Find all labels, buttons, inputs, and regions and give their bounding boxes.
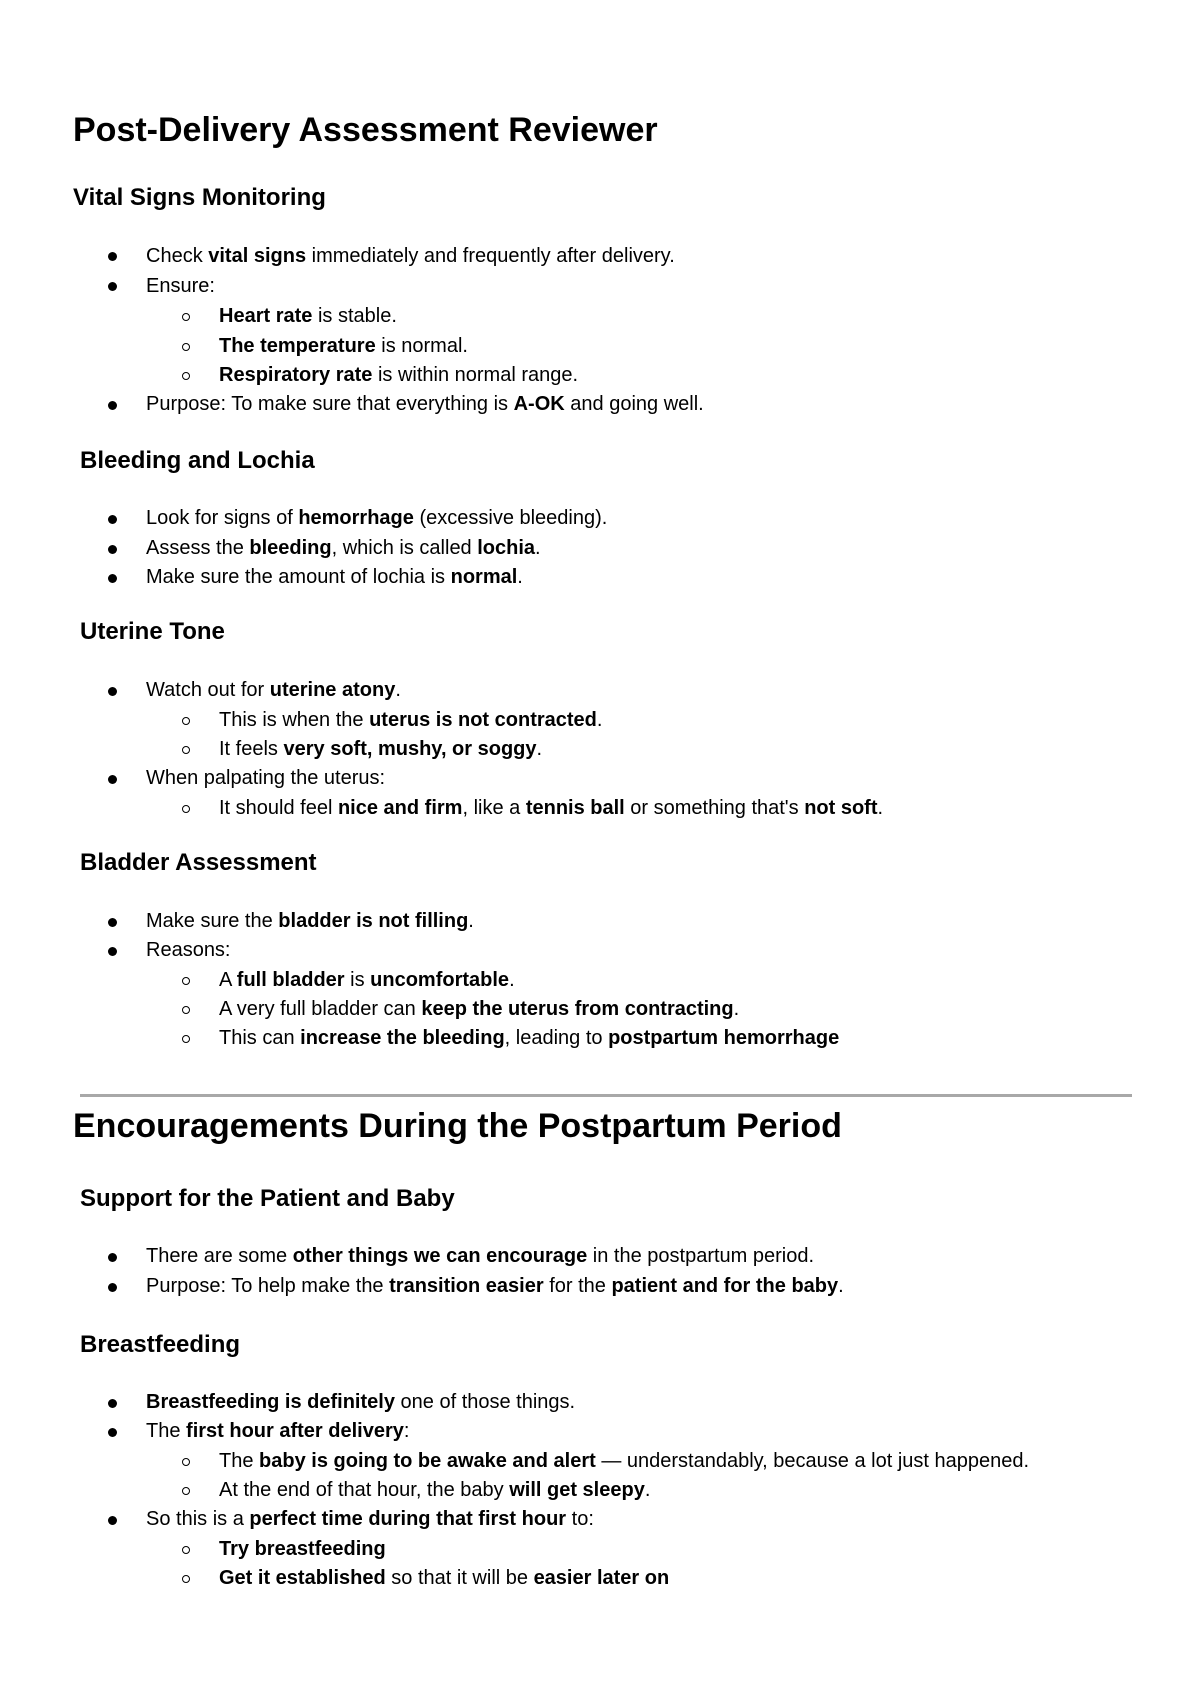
list-item: A very full bladder can keep the uterus from contracting. bbox=[219, 998, 740, 1020]
heading-bleeding-lochia: Bleeding and Lochia bbox=[80, 447, 315, 474]
sub-bullet-icon bbox=[182, 805, 190, 813]
bullet-icon bbox=[108, 1428, 117, 1437]
list-item: When palpating the uterus: bbox=[146, 767, 386, 789]
bullet-icon bbox=[108, 574, 117, 583]
sub-bullet-icon bbox=[182, 1487, 190, 1495]
heading-bladder-assessment: Bladder Assessment bbox=[80, 849, 317, 876]
list-item: Assess the bleeding, which is called lochia. bbox=[146, 537, 541, 559]
sub-bullet-icon bbox=[182, 746, 190, 754]
bullet-icon bbox=[108, 1283, 117, 1292]
bullet-icon bbox=[108, 1253, 117, 1262]
bullet-icon bbox=[108, 918, 117, 927]
bullet-icon bbox=[108, 545, 117, 554]
bullet-icon bbox=[108, 1516, 117, 1525]
sub-bullet-icon bbox=[182, 1035, 190, 1043]
list-item: Watch out for uterine atony. bbox=[146, 679, 401, 701]
sub-bullet-icon bbox=[182, 977, 190, 985]
list-item: The first hour after delivery: bbox=[146, 1420, 410, 1442]
sub-bullet-icon bbox=[182, 1458, 190, 1466]
list-item: Make sure the bladder is not filling. bbox=[146, 910, 474, 932]
list-item: Get it established so that it will be easier later on bbox=[219, 1567, 670, 1589]
sub-bullet-icon bbox=[182, 372, 190, 380]
list-item: Look for signs of hemorrhage (excessive bleeding). bbox=[146, 507, 608, 529]
list-item: Reasons: bbox=[146, 939, 231, 961]
list-item: So this is a perfect time during that first hour to: bbox=[146, 1508, 594, 1530]
bullet-icon bbox=[108, 687, 117, 696]
list-item: Heart rate is stable. bbox=[219, 305, 397, 327]
list-item: Purpose: To help make the transition easier for the patient and for the baby. bbox=[146, 1275, 844, 1297]
sub-bullet-icon bbox=[182, 1575, 190, 1583]
sub-bullet-icon bbox=[182, 717, 190, 725]
list-item: At the end of that hour, the baby will get sleepy. bbox=[219, 1479, 651, 1501]
list-item: Try breastfeeding bbox=[219, 1538, 386, 1560]
sub-bullet-icon bbox=[182, 1546, 190, 1554]
list-item: Purpose: To make sure that everything is A-OK and going well. bbox=[146, 393, 704, 415]
list-item: This can increase the bleeding, leading to postpartum hemorrhage bbox=[219, 1027, 840, 1049]
bullet-icon bbox=[108, 282, 117, 291]
sub-bullet-icon bbox=[182, 313, 190, 321]
list-item: The temperature is normal. bbox=[219, 335, 468, 357]
heading-breastfeeding: Breastfeeding bbox=[80, 1331, 241, 1358]
list-item: Check vital signs immediately and frequently after delivery. bbox=[146, 245, 675, 267]
list-item: This is when the uterus is not contracted. bbox=[219, 709, 603, 731]
list-item: It should feel nice and firm, like a tennis ball or something that's not soft. bbox=[219, 797, 884, 819]
bullet-icon bbox=[108, 515, 117, 524]
bullet-icon bbox=[108, 401, 117, 410]
bullet-icon bbox=[108, 252, 117, 261]
sub-bullet-icon bbox=[182, 1006, 190, 1014]
list-item: Ensure: bbox=[146, 275, 215, 297]
section-title-encouragements: Encouragements During the Postpartum Period bbox=[73, 1107, 842, 1145]
bullet-icon bbox=[108, 947, 117, 956]
heading-support: Support for the Patient and Baby bbox=[80, 1185, 455, 1212]
bullet-icon bbox=[108, 775, 117, 784]
list-item: Make sure the amount of lochia is normal. bbox=[146, 566, 523, 588]
list-item: The baby is going to be awake and alert — understandably, because a lot just happened. bbox=[219, 1450, 1030, 1472]
list-item: A full bladder is uncomfortable. bbox=[219, 969, 515, 991]
horizontal-divider bbox=[80, 1094, 1132, 1097]
list-item: It feels very soft, mushy, or soggy. bbox=[219, 738, 543, 760]
list-item: Respiratory rate is within normal range. bbox=[219, 364, 579, 386]
heading-vital-signs: Vital Signs Monitoring bbox=[73, 184, 326, 211]
list-item: There are some other things we can encourage in the postpartum period. bbox=[146, 1245, 815, 1267]
bullet-icon bbox=[108, 1399, 117, 1408]
list-item: Breastfeeding is definitely one of those things. bbox=[146, 1391, 576, 1413]
heading-uterine-tone: Uterine Tone bbox=[80, 618, 225, 645]
document-title: Post-Delivery Assessment Reviewer bbox=[73, 111, 658, 149]
sub-bullet-icon bbox=[182, 343, 190, 351]
